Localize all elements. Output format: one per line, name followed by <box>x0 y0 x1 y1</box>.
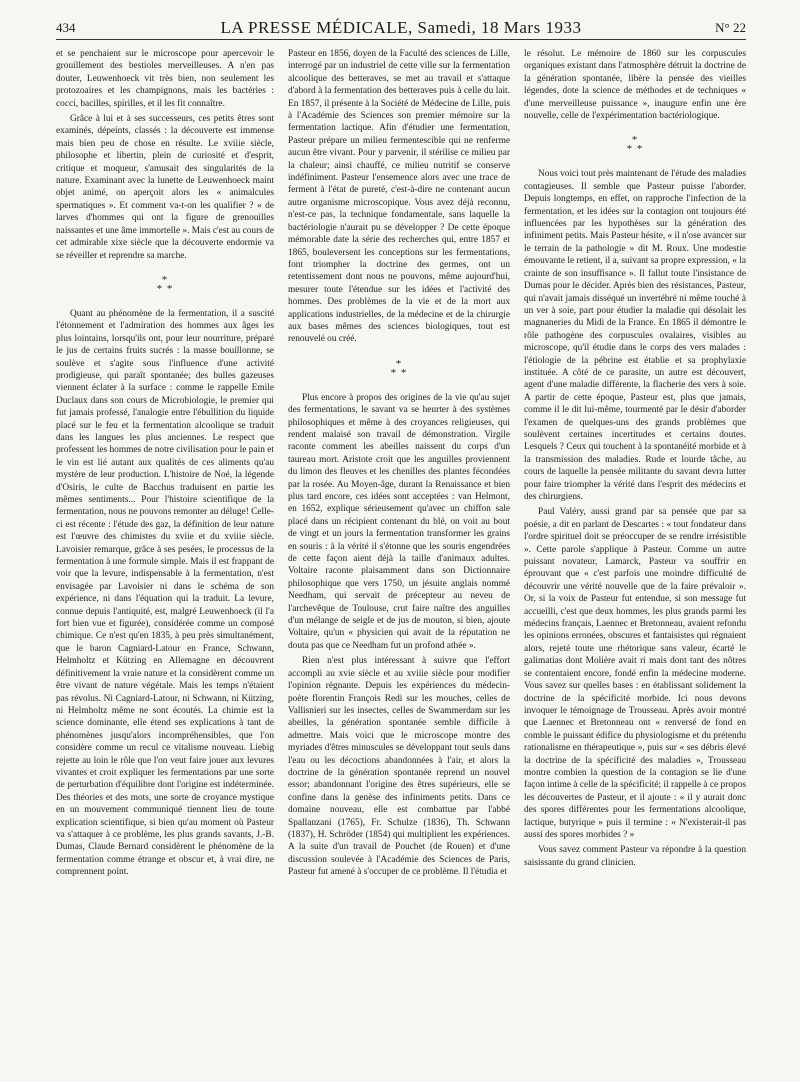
page-header <box>56 18 746 40</box>
section-separator <box>288 357 510 379</box>
separator-stars: * * <box>390 366 408 379</box>
paragraph: Rien n'est plus intéressant à suivre que l'effort accompli au xvie siècle et au xviiie siècle pour modifier l'opinion régnante. Depuis les expériences du médecin-poète florentin François Redi sur les mouches, celles de Vallisnieri sur les insectes, celles de Swammerdam sur les abeilles, la génération spontanée semble difficile à admettre. Mais voici que le microscope montre des myriades d'êtres minuscules se développant tout seuls dans l'eau ou les décoctions abandonnées à l'air, et alors la doctrine de la génération spontanée reprend un nouvel essor; abandonnant l'origine des êtres supérieurs, elle se confine dans la genèse des infiniments petits. Dans ce domaine nouveau, elle est combattue par l'abbé Spallanzani (1765), Fr. Schulze (1836), Th. Schwann (1837), H. Schröder (1854) qui multiplient les expériences. A la suite d'un travail de Pouchet (de Rouen) et d'une discussion soulevée à l'Académie des Sciences de Paris, Pasteur fut amené à s'occuper de ce problème. Il l'étudia et <box>288 656 510 878</box>
separator-stars: * * <box>626 143 644 156</box>
paragraph: Pasteur en 1856, doyen de la Faculté des sciences de Lille, interrogé par un industriel de cette ville sur la fermentation alcoolique des betteraves, se met au travail et s'attaque d'abord à la fermentation des betteraves puis à celle du lait. En 1857, il présente à la Société de Médecine de Lille, puis à l'Académie des Sciences son premier mémoire sur la fermentation lactique. Afin d'étudier une fermentation, Pasteur prépare un milieu fermentescible qui ne renferme aucun être vivant. Pour y parvenir, il stérilise ce milieu par la chaleur; ainsi chauffé, ce milieu nutritif se conserve indéfiniment. Pasteur l'ensemence alors avec une trace de ferment à l'état de pureté, c'est-à-dire ne contenant aucun autre organisme microscopique. Vous avez déjà reconnu, n'est-ce pas, la technique fondamentale, sans laquelle la bactériologie n'aurait pu se développer ? De cette époque mémorable date la série des recherches qui, entre 1857 et 1865, bouleversent les conceptions sur les fermentations, font triompher la doctrine des germes, ont un retentissement dont nous ne pouvons, même aujourd'hui, mesurer toute l'étendue sur les idées et l'activité des hommes. Des problèmes de la vie et de la mort aux applications industrielles, de la médecine et de la chirurgie aux bases mêmes des sciences biologiques, tout est renouvelé ou créé. <box>288 49 510 345</box>
paragraph: Vous savez comment Pasteur va répondre à la question saisissante du grand clinicien. <box>524 845 746 868</box>
section-separator <box>524 136 746 154</box>
paragraph: et se penchaient sur le microscope pour apercevoir le grouillement des bestioles merveilleuses. A n'en pas douter, Leuwenhoeck vit très bien, non seulement les protozoaires et les champignons, mais les bactéries : cocci, bacilles, spirilles, et il les fit connaître. <box>56 49 274 109</box>
page-number: 434 <box>56 20 76 35</box>
separator-stars: * * <box>156 282 174 295</box>
column-2 <box>288 48 510 1072</box>
section-separator <box>56 273 274 295</box>
separator-star: * <box>395 357 403 370</box>
paragraph: Nous voici tout près maintenant de l'étude des maladies contagieuses. Il semble que Pasteur puisse l'aborder. Depuis longtemps, en effet, on rapproche l'infection de la fermentation, et les idées sur la contagion ont toujours été influencées par les hypothèses sur la génération des infiniment petits. Mais Pasteur hésite, « il n'ose avancer sur le terrain de la pathologie » dit M. Roux. Une modestie émouvante le retient, il a, suivant sa propre expression, « la crainte de son insuffisance ». Il fallut toute l'insistance de Dumas pour le décider. Après bien des résistances, Pasteur, qui n'avait jamais disséqué un invertébré ni même touché à un ver à soie, part pour étudier la maladie qui désolait les magnaneries du Midi de la France. En 1865 il démontre le rôle pathogène des corpuscules ovalaires, visibles au microscope, qu'il étudie dans le corps des vers malades : l'étiologie de la pébrine est établie et sa prophylaxie instituée. A côté de ce parasite, un autre est découvert, agent d'une maladie différente, la flacherie des vers à soie. A partir de cette époque, Pasteur est, plus que jamais, comme il le dit lui-même, tourmenté par le désir d'aborder l'examen de quelques-uns des grands problèmes que soulèvent certaines incertitudes et certains doutes. Lesquels ? Ceux qui touchent à la spontanéité morbide et à la transmission des maladies. Rude et lourde tâche, au cours de laquelle la pensée militante du savant devra lutter pour faire triompher la vérité dans l'esprit des médecins et des chirurgiens. <box>524 169 746 502</box>
separator-star: * <box>161 273 169 286</box>
paragraph: Paul Valéry, aussi grand par sa pensée que par sa poésie, a dit en parlant de Descartes : « tout fondateur dans l'ordre spirituel doit se préoccuper de se rendre irrésistible ». Cette parole s'applique à Pasteur. Comme un autre puissant novateur, Lamarck, Pasteur va souffrir en éprouvant que « c'est parfois une moindre difficulté de découvrir une vérité nouvelle que de la faire prévaloir ». Or, si la voix de Pasteur fut entendue, si son message fut accueilli, c'est que deux hommes, les plus grands parmi les médecins français, Laennec et Bretonneau, avaient refondu les opinions erronées, obscures et fantaisistes qui régnaient alors, rejeté toute une rhétorique sans valeur, écarté le galimatias dont Molière avait ri mais dont tant des nôtres se contentaient encore, fondé enfin la médecine moderne. Vous savez sur quelles bases : en établissant solidement la doctrine de la spécificité morbide. Ici nous devons invoquer le témoignage de Trousseau. Après avoir montré que Laennec et Bretonneau ont « renversé de fond en comble le puissant édifice du physiologisme et du prétendu rationalisme en thérapeutique », puis sur « ses débris élevé la doctrine de la spécificité des maladies », Trousseau montre combien la question de la contagion se lie d'une façon intime à celle de la spécificité; il rappelle à ce propos les découvertes de Pasteur, et il ajoute : « il y aurait donc des spores différentes pour les fermentations alcoolique, lactique, butyrique » puis il termine : « N'existerait-il pas aussi des spores morbides ? » <box>524 507 746 840</box>
issue-number: N° 22 <box>715 20 746 35</box>
paragraph: Plus encore à propos des origines de la vie qu'au sujet des fermentations, le savant va se heurter à des systèmes philosophiques et même à des croyances religieuses, qui rendent malaisé son travail de démonstration. Virgile raconte comment les abeilles naissent du corps d'un taureau mort. Aristote croit que les anguilles proviennent du limon des fleuves et les chenilles des plantes fécondées par la rosée. Au Moyen-âge, durant la Renaissance et bien plus tard encore, ces idées sont acceptées : van Helmont, en 1652, explique sérieusement qu'avec un chiffon sale placé dans un récipient contenant du blé, on voit au bout de vingt et un jours la fermentation transformer les grains en souris : à la vérité il s'étonne que les souris engendrées de cette façon aient déjà la taille d'animaux adultes. Voltaire raconte plaisamment dans son Dictionnaire philosophique que vers 1750, un jésuite anglais nommé Needham, qui servait de précepteur au neveu de l'archevêque de Toulouse, crut faire naître des anguilles d'un mélange de seigle et de jus de mouton, si bien, ajoute Voltaire, qu'un « physicien qui avait de la réputation ne douta pas que ce Needham fut un profond athée ». <box>288 392 510 651</box>
paragraph: Grâce à lui et à ses successeurs, ces petits êtres sont examinés, dépeints, classés : la découverte est immense mais bien peu de chose en résulte. Le xviiie siècle, philosophe et libertin, plein de curiosité et d'esprit, critique et moqueur, s'amusait des singularités de la nature. Examinant avec la lunette de Leuwenhoeck maint objet animé, on aperçoit alors les « animalcules spermatiques ». Et comment va-t-on les qualifier ? « de larves d'hommes qui ont la figure de grenouilles naissantes et une âme immortelle ». Mais c'est au cours de cet admirable xixe siècle que la découverte endormie va se réveiller et reprendre sa marche. <box>56 114 274 261</box>
paragraph: Quant au phénomène de la fermentation, il a suscité l'étonnement et l'admiration des hommes aux âges les plus lointains, lorsqu'ils ont, pour leur nourriture, préparé le jus de certains fruits sucrés : la masse bouillonne, se soulève et s'agite sous l'influence d'une activité prodigieuse, qui paraît spontanée; des bulles gazeuses viennent éclater à la surface : comme le rappelle Emile Duclaux dans son cours de Microbiologie, le premier qui fut jamais professé, l'analogie entre l'ébullition du liquide placé sur le feu et la fermentation alcoolique se traduit dans les langues les plus anciennes. Le respect que professent les hommes de notre civilisation pour le pain et le vin est lié autant aux qualités de ces aliments qu'au mystère de leur production. L'histoire de Noé, la légende d'Osiris, le culte de Bacchus traduisent en partie les mêmes sentiments... Pour l'histoire scientifique de la fermentation, nous ne pouvons remonter au déluge! Celle-ci est récente : l'étude des gaz, la définition de leur nature est l'œuvre des chimistes du xviie et du xviiie siècle. Lavoisier remarque, grâce à ses pesées, le processus de la fermentation à une formule simple. Mais il est frappant de voir que la levure, indispensable à la fermentation, n'est envisagée par Lavoisier ni dans le schéma de son expérience, ni dans l'équation qui la traduit. La levure, connue depuis l'antiquité, est, malgré Leuwenhoeck (il l'a fort bien vue et figurée), considérée comme un composé chimique. Ce n'est qu'en 1835, à peu près simultanément, que le baron Cagniard-Latour en France, Schwann, Helmholtz et Kützing en Allemagne en découvrent définitivement la vraie nature et la considèrent comme un être vivant de nature végétale. Mais les temps n'étaient pas révolus. Ni Cagniard-Latour, ni Schwann, ni Kützing, ni Helmholtz même ne sont écoutés. La chimie est la science dominante, elle étend ses explications à tant de phénomènes jusqu'alors incompréhensibles, que l'on considère comme un recul ce vitalisme nouveau. Liebig rejette au loin le rôle que l'on veut faire jouer aux levures vivantes et croit expliquer les fermentations par une sorte de perturbation d'équilibre dont l'origine est indéterminée. Des théories et des mots, une sorte de croyance mystique en un mouvement communiqué tiennent lieu de toute explication scientifique, si bien qu'au moment où Pasteur va s'attaquer à ce problème, les plus grands savants, J.-B. Dumas, Claude Bernard considèrent le phénomène de la fermentation comme étrange et obscur et, à vrai dire, ne comprennent point. <box>56 308 274 878</box>
paragraph: le résolut. Le mémoire de 1860 sur les corpuscules organiques existant dans l'atmosphère détruit la doctrine de la génération spontanée, libère la pensée des vieilles légendes, dote la science de méthodes et de techniques « d'une merveilleuse puissance », inaugure enfin une ère nouvelle, celle de l'expérimentation bactériologique. <box>524 49 746 122</box>
journal-title: LA PRESSE MÉDICALE, Samedi, 18 Mars 1933 <box>220 18 582 37</box>
column-1 <box>56 48 274 1072</box>
column-3 <box>524 48 746 1072</box>
separator-star: * <box>631 134 639 147</box>
